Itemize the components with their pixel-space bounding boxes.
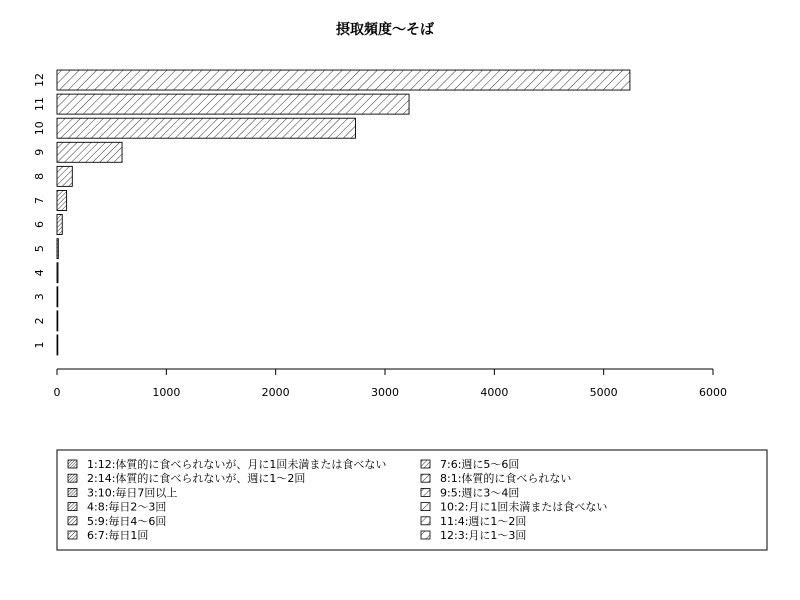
y-tick-label: 4 <box>33 269 46 277</box>
bar-6 <box>57 215 62 235</box>
legend-label: 5:9:毎日4〜6回 <box>87 514 167 528</box>
legend-swatch <box>421 517 430 525</box>
legend-label: 7:6:週に5〜6回 <box>440 458 520 471</box>
bar-2 <box>57 311 58 331</box>
legend-swatch <box>421 460 430 468</box>
bar-10 <box>57 118 355 138</box>
x-tick-label: 5000 <box>589 386 618 399</box>
legend-swatch <box>68 460 77 468</box>
x-tick-label: 6000 <box>699 386 727 399</box>
legend-swatch <box>421 474 430 482</box>
legend-label: 2:14:体質的に食べられないが、週に1〜2回 <box>87 472 306 486</box>
legend-label: 9:5:週に3〜4回 <box>440 486 520 500</box>
y-tick-label: 1 <box>33 341 46 349</box>
legend <box>57 450 767 550</box>
chart-title: 摂取頻度〜そば <box>336 22 434 38</box>
bar-4 <box>57 263 58 283</box>
legend-label: 8:1:体質的に食べられない <box>440 472 572 486</box>
legend-swatch <box>68 503 77 511</box>
legend-swatch <box>68 488 77 496</box>
bar-8 <box>57 166 72 186</box>
bar-3 <box>57 287 58 307</box>
y-tick-label: 9 <box>33 148 46 156</box>
legend-swatch <box>68 517 77 525</box>
bar-5 <box>57 239 58 259</box>
legend-swatch <box>68 474 77 482</box>
x-tick-label: 4000 <box>480 386 509 399</box>
legend-label: 6:7:毎日1回 <box>87 529 149 542</box>
y-tick-label: 7 <box>33 196 46 204</box>
bar-1 <box>57 335 58 355</box>
y-tick-label: 5 <box>33 245 46 253</box>
y-tick-label: 3 <box>33 293 46 301</box>
bar-9 <box>57 142 122 162</box>
x-tick-label: 0 <box>53 386 61 399</box>
legend-swatch <box>421 531 430 539</box>
x-axis <box>54 369 728 399</box>
legend-swatch <box>68 531 77 539</box>
legend-label: 11:4:週に1〜2回 <box>440 514 527 528</box>
bars-layer <box>57 70 630 355</box>
y-tick-label: 2 <box>33 317 46 325</box>
legend-swatch <box>421 503 430 511</box>
bar-11 <box>57 94 409 114</box>
legend-swatch <box>421 488 430 496</box>
legend-label: 1:12:体質的に食べられないが、月に1回未満または食べない <box>87 458 387 471</box>
legend-label: 4:8:毎日2〜3回 <box>87 500 167 514</box>
y-tick-label: 8 <box>33 172 46 180</box>
bar-7 <box>57 190 67 210</box>
y-axis-labels <box>33 73 46 348</box>
bar-12 <box>57 70 630 90</box>
legend-label: 10:2:月に1回未満または食べない <box>440 500 608 514</box>
x-tick-label: 1000 <box>152 386 181 399</box>
y-tick-label: 6 <box>33 221 46 229</box>
y-tick-label: 12 <box>33 73 46 88</box>
legend-label: 12:3:月に1〜3回 <box>440 529 527 542</box>
x-tick-label: 2000 <box>261 386 290 399</box>
y-tick-label: 10 <box>33 121 46 136</box>
y-tick-label: 11 <box>33 97 46 112</box>
legend-label: 3:10:毎日7回以上 <box>87 486 178 500</box>
x-tick-label: 3000 <box>371 386 399 399</box>
